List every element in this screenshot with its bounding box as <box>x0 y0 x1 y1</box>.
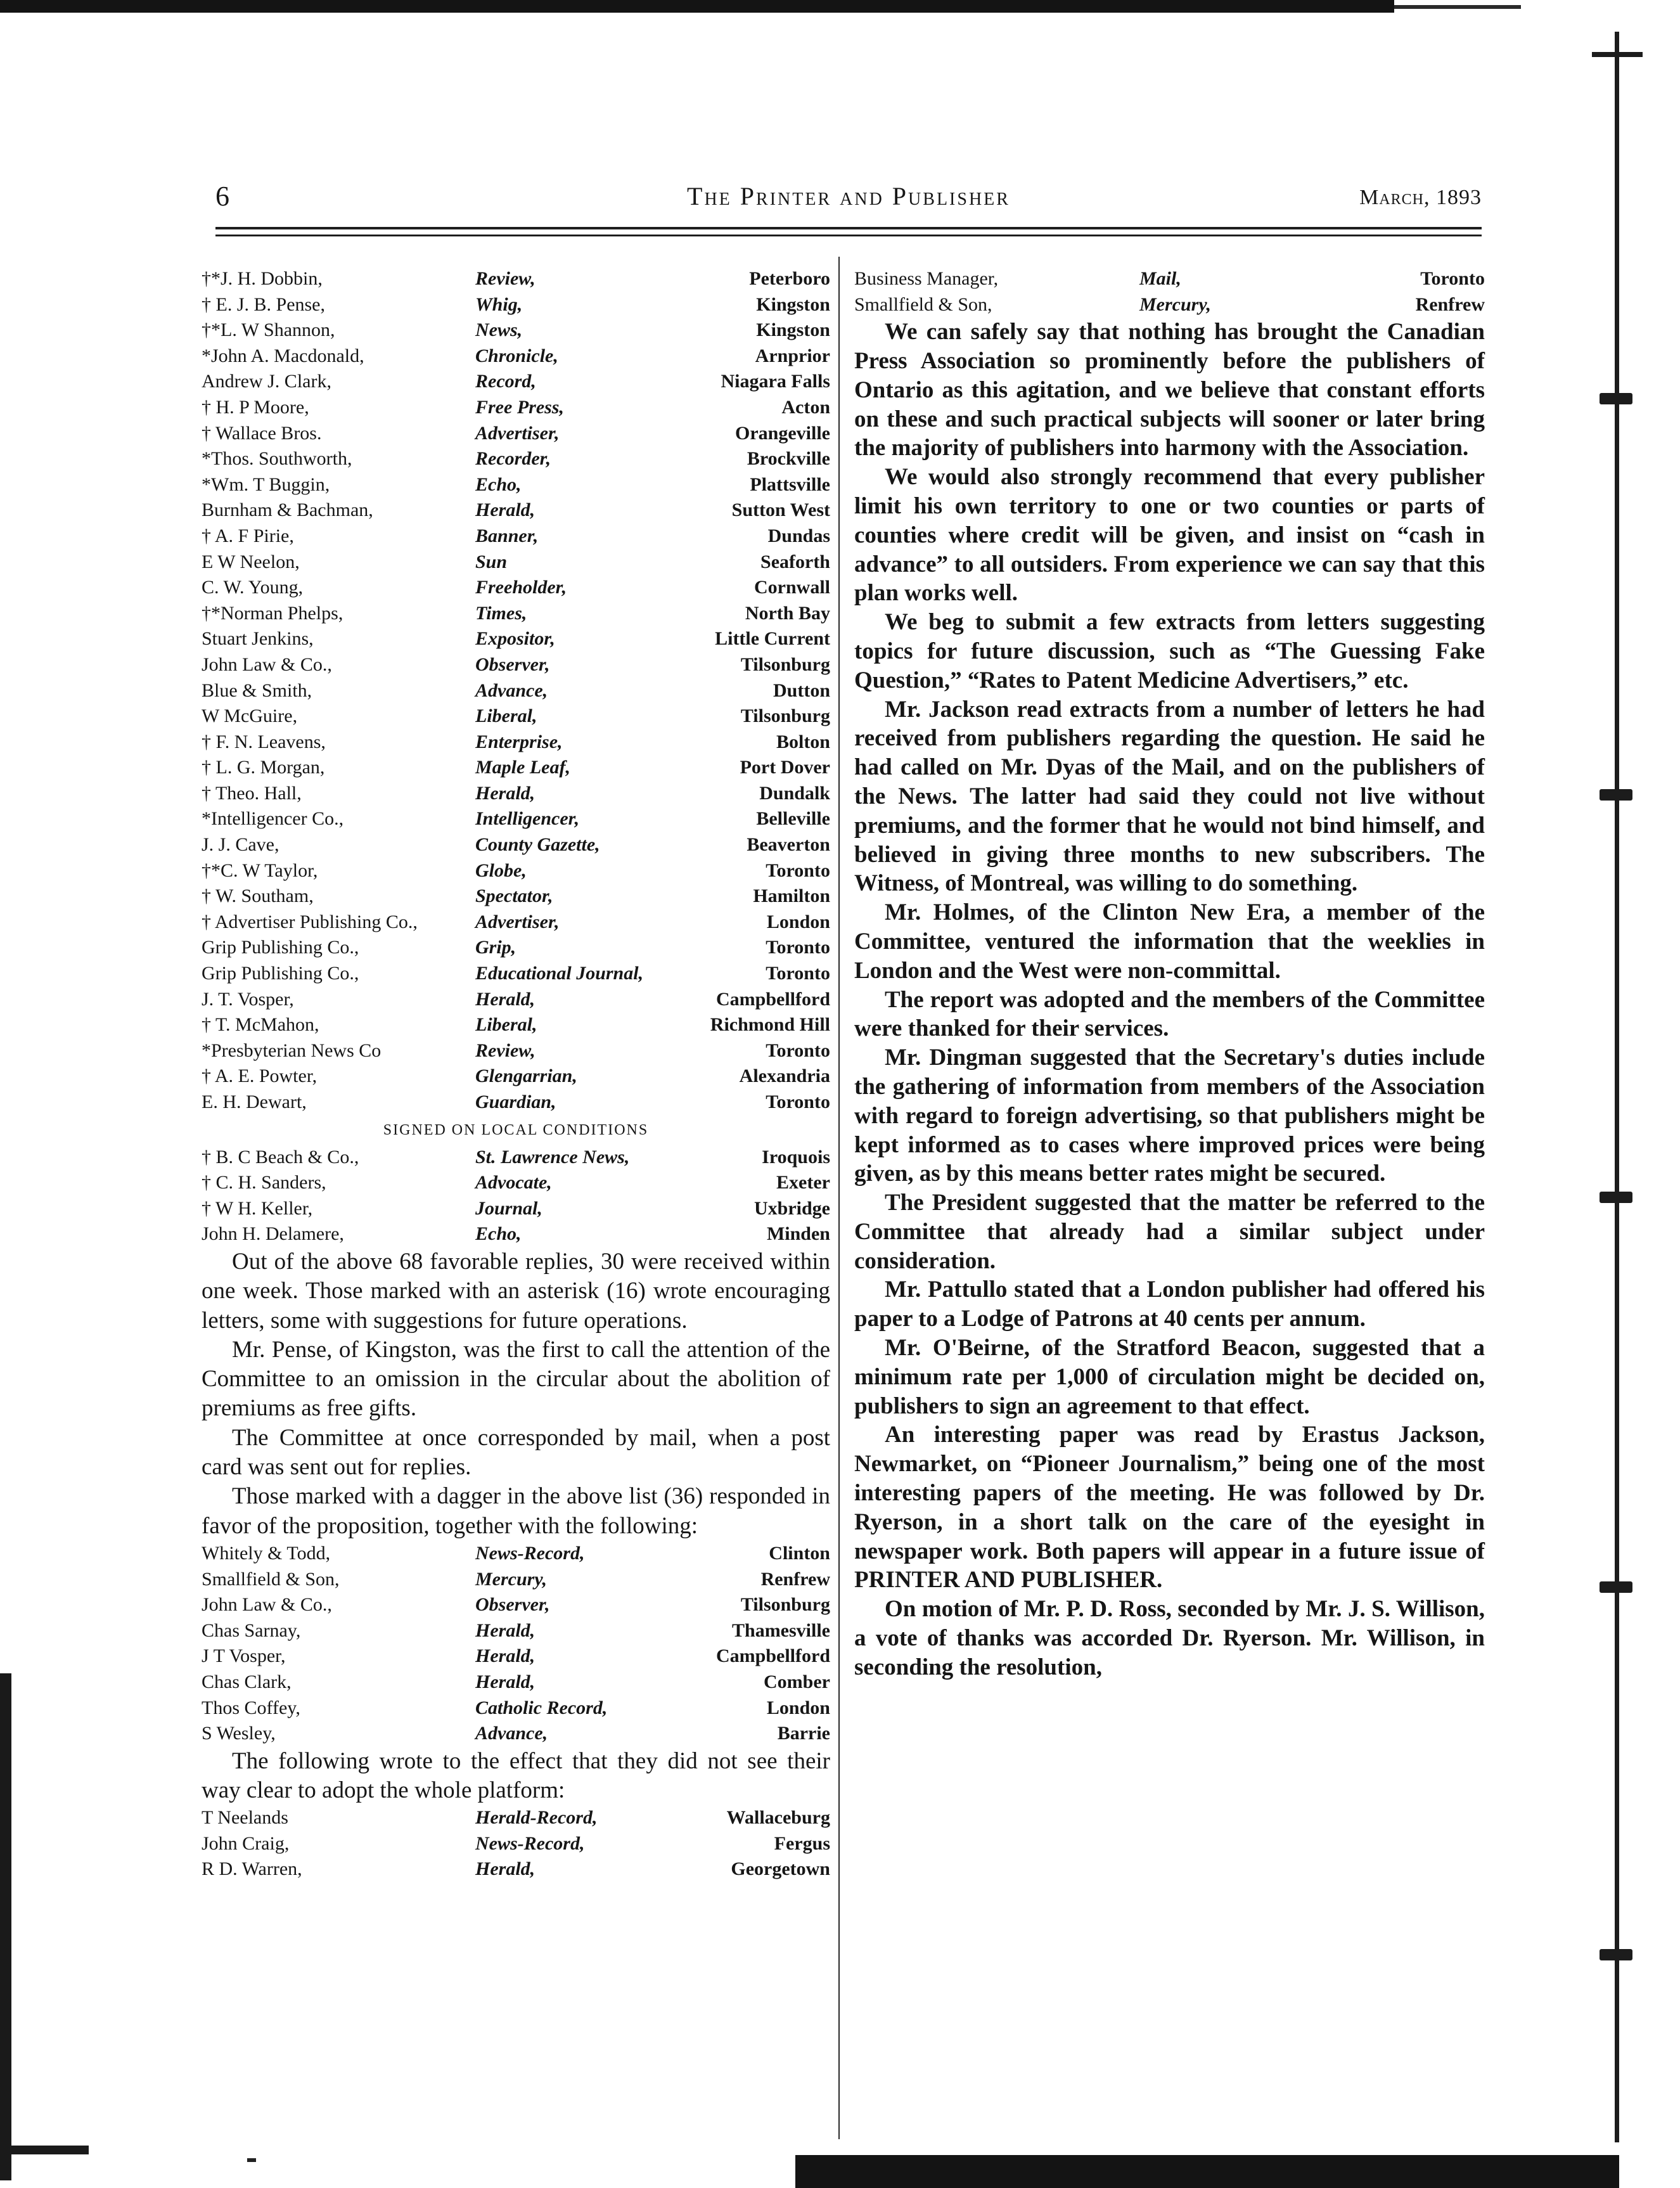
publisher-row <box>854 266 1485 292</box>
publisher-row <box>202 292 830 318</box>
town-name: Iroquois <box>762 1146 830 1168</box>
article-body <box>854 318 1485 1682</box>
publisher-row <box>202 626 830 652</box>
publisher-name: Burnham & Bachman, <box>202 499 373 521</box>
publisher-list-additional <box>202 1541 830 1747</box>
publisher-row <box>202 832 830 858</box>
page-number: 6 <box>215 181 229 212</box>
publisher-name: †*Norman Phelps, <box>202 602 343 624</box>
town-name: Little Current <box>715 628 830 650</box>
paper-name: News, <box>475 319 523 341</box>
paper-name: Advertiser, <box>475 911 560 932</box>
publisher-row <box>202 421 830 447</box>
paper-name: Echo, <box>475 473 522 495</box>
publisher-row <box>202 704 830 730</box>
publisher-name: J. J. Cave, <box>202 834 279 856</box>
publisher-name: *John A. Macdonald, <box>202 345 364 366</box>
paper-name: Advance, <box>475 679 548 701</box>
paragraph: Mr. Pattullo stated that a London publisher had offered his paper to a Lodge of Patrons at 40 cents per annum. <box>854 1277 1485 1332</box>
town-name: Hamilton <box>753 885 830 907</box>
town-name: Beaverton <box>747 834 830 856</box>
publisher-name: Grip Publishing Co., <box>202 937 359 958</box>
publisher-row <box>202 1012 830 1038</box>
town-name: Toronto <box>766 1039 830 1061</box>
town-name: Belleville <box>756 808 830 830</box>
left-column <box>202 266 830 1882</box>
publisher-name: † W H. Keller, <box>202 1197 313 1219</box>
publisher-row <box>202 730 830 756</box>
publisher-name: R D. Warren, <box>202 1858 302 1880</box>
publisher-row <box>202 1567 830 1593</box>
publisher-name: † Theo. Hall, <box>202 782 302 804</box>
publisher-name: C. W. Young, <box>202 577 304 598</box>
publisher-name: † H. P Moore, <box>202 396 309 418</box>
publisher-name: W McGuire, <box>202 705 298 727</box>
paragraph: On motion of Mr. P. D. Ross, seconded by Mr. J. S. Willison, a vote of thanks was accorded Dr. Ryerson. Mr. Willison, in seconding the resolution, <box>854 1596 1485 1680</box>
publisher-row <box>202 395 830 421</box>
header-rule-top <box>215 227 1482 229</box>
publisher-row <box>202 472 830 498</box>
publisher-row <box>202 1696 830 1721</box>
publisher-name: *Thos. Southworth, <box>202 448 352 470</box>
paragraph: Mr. O'Beirne, of the Stratford Beacon, suggested that a minimum rate per 1,000 of circulation might be decided on, publishers to sign an agreement to that effect. <box>854 1335 1485 1419</box>
paper-name: Times, <box>475 602 527 624</box>
paragraph: The Committee at once corresponded by mail, when a post card was sent out for replies. <box>202 1424 830 1481</box>
publisher-name: J. T. Vosper, <box>202 988 294 1010</box>
publisher-row <box>202 1618 830 1644</box>
publisher-row <box>202 1170 830 1196</box>
town-name: Clinton <box>769 1542 830 1564</box>
paper-name: Herald, <box>475 1645 535 1667</box>
paper-name: Herald, <box>475 782 535 804</box>
town-name: Bolton <box>776 731 830 752</box>
publisher-row <box>202 369 830 395</box>
town-name: Peterboro <box>749 268 830 289</box>
paper-name: News-Record, <box>475 1832 585 1854</box>
publisher-row <box>202 781 830 807</box>
paper-name: Mercury, <box>1139 293 1212 315</box>
publisher-name: † T. McMahon, <box>202 1014 319 1036</box>
publisher-row <box>202 1090 830 1116</box>
binding-mark <box>1600 1949 1632 1960</box>
publisher-name: John Craig, <box>202 1832 290 1854</box>
publisher-row <box>202 806 830 832</box>
publisher-row <box>202 1196 830 1222</box>
publisher-name: Grip Publishing Co., <box>202 963 359 984</box>
paper-name: Free Press, <box>475 396 564 418</box>
publisher-row <box>202 1541 830 1567</box>
paper-name: Glengarrian, <box>475 1065 577 1087</box>
publisher-row <box>202 755 830 781</box>
town-name: Comber <box>764 1671 830 1692</box>
publisher-name: *Wm. T Buggin, <box>202 473 330 495</box>
paper-name: Review, <box>475 268 535 289</box>
paper-name: Mail, <box>1139 268 1181 289</box>
scan-bottom-edge <box>795 2155 1619 2188</box>
paragraph: Mr. Holmes, of the Clinton New Era, a member of the Committee, ventured the information that the weeklies in London and the West were non-committal. <box>854 899 1485 984</box>
publisher-name: E W Neelon, <box>202 551 300 572</box>
publisher-list-partial <box>202 1805 830 1882</box>
town-name: Campbellford <box>716 1645 830 1667</box>
paper-name: Echo, <box>475 1223 522 1245</box>
paper-name: Herald, <box>475 1671 535 1692</box>
paper-name: Liberal, <box>475 705 537 727</box>
town-name: Tilsonburg <box>740 653 830 675</box>
paragraph: We beg to submit a few extracts from letters suggesting topics for future discussion, such as “The Guessing Fake Question,” “Rates to Patent Medicine Advertisers,” etc. <box>854 609 1485 693</box>
paragraph: Those marked with a dagger in the above list (36) responded in favor of the proposition, together with the following: <box>202 1483 830 1539</box>
town-name: London <box>766 911 830 932</box>
paper-name: Liberal, <box>475 1014 537 1036</box>
publisher-name: John H. Delamere, <box>202 1223 344 1245</box>
publisher-name: †*J. H. Dobbin, <box>202 268 323 289</box>
scan-top-edge <box>0 0 1394 13</box>
town-name: Georgetown <box>731 1858 830 1880</box>
publisher-name: Chas Sarnay, <box>202 1619 301 1641</box>
town-name: Renfrew <box>1415 293 1485 315</box>
town-name: Uxbridge <box>754 1197 830 1219</box>
publication-title: The Printer and Publisher <box>687 182 1010 210</box>
binding-mark <box>1600 1192 1632 1203</box>
publisher-name: †*C. W Taylor, <box>202 859 318 881</box>
publisher-name: Smallfield & Son, <box>202 1568 340 1590</box>
binding-spine-cap <box>1592 52 1643 57</box>
publisher-row <box>202 1145 830 1171</box>
publisher-name: Stuart Jenkins, <box>202 628 314 650</box>
publisher-name: Andrew J. Clark, <box>202 371 331 392</box>
paragraph: Mr. Pense, of Kingston, was the first to call the attention of the Committee to an omission in the circular about the abolition of premiums as free gifts. <box>202 1336 830 1422</box>
paper-name: Globe, <box>475 859 527 881</box>
publisher-row <box>202 1670 830 1696</box>
town-name: Fergus <box>774 1832 830 1854</box>
publisher-row <box>202 652 830 678</box>
town-name: Tilsonburg <box>740 1594 830 1616</box>
scan-top-edge-tail <box>1394 5 1521 9</box>
town-name: Plattsville <box>750 473 830 495</box>
publisher-row <box>202 1221 830 1247</box>
publisher-name: † Wallace Bros. <box>202 422 322 444</box>
publisher-list-favorable <box>202 266 830 1116</box>
publisher-name: † Advertiser Publishing Co., <box>202 911 418 932</box>
town-name: Toronto <box>766 859 830 881</box>
town-name: Toronto <box>1420 268 1485 289</box>
publisher-row <box>202 550 830 576</box>
paragraph: Mr. Jackson read extracts from a number of letters he had received from publishers regarding the question. He said he had called on Mr. Dyas of the Mail, and on the publishers of the News. The latter had said they could not live without premiums, and the former that he would not bind himself, and believed in giving three months to new subscribers. The Witness, of Montreal, was willing to do something. <box>854 696 1485 897</box>
paper-name: Intelligencer, <box>475 808 580 830</box>
paper-name: Whig, <box>475 293 523 315</box>
town-name: Dutton <box>773 679 830 701</box>
town-name: Toronto <box>766 1091 830 1112</box>
binding-mark <box>1600 393 1632 404</box>
town-name: Richmond Hill <box>710 1014 830 1036</box>
binding-spine <box>1615 32 1619 2142</box>
paper-name: Sun <box>475 551 508 572</box>
paragraph: The report was adopted and the members of the Committee were thanked for their services. <box>854 986 1485 1042</box>
publisher-name: † A. E. Powter, <box>202 1065 317 1087</box>
publisher-name: S Wesley, <box>202 1723 276 1744</box>
paper-name: Record, <box>475 371 536 392</box>
publisher-row <box>202 575 830 601</box>
paper-name: Recorder, <box>475 448 551 470</box>
publisher-row <box>202 498 830 524</box>
publisher-row <box>202 318 830 344</box>
town-name: Seaforth <box>760 551 830 572</box>
publisher-name: J T Vosper, <box>202 1645 286 1667</box>
town-name: Toronto <box>766 937 830 958</box>
publisher-name: † C. H. Sanders, <box>202 1172 326 1194</box>
paper-name: Observer, <box>475 1594 550 1616</box>
paper-name: Journal, <box>475 1197 542 1219</box>
paper-name: Herald, <box>475 1858 535 1880</box>
publisher-row <box>202 987 830 1013</box>
town-name: Acton <box>781 396 830 418</box>
binding-mark <box>1600 1581 1632 1593</box>
publisher-name: † L. G. Morgan, <box>202 757 325 778</box>
publisher-row <box>202 1644 830 1670</box>
paper-name: News-Record, <box>475 1542 585 1564</box>
publisher-name: John Law & Co., <box>202 1594 332 1616</box>
publisher-row <box>202 1721 830 1747</box>
binding-mark <box>1600 789 1632 801</box>
town-name: Tilsonburg <box>740 705 830 727</box>
scan-speck <box>247 2158 256 2162</box>
town-name: London <box>766 1697 830 1718</box>
publisher-row <box>202 524 830 550</box>
town-name: Niagara Falls <box>721 371 830 392</box>
town-name: Dundas <box>767 525 830 546</box>
paper-name: Educational Journal, <box>475 963 644 984</box>
paper-name: Catholic Record, <box>475 1697 608 1718</box>
paragraph: Mr. Dingman suggested that the Secretary's duties include the gathering of information from members of the Association with regard to foreign advertising, so that publishers might be kept informed as to cases where improved prices were being given, as by this means better rates might be secured. <box>854 1045 1485 1187</box>
paper-name: Observer, <box>475 653 550 675</box>
scan-left-edge <box>0 1673 11 2180</box>
paper-name: Advertiser, <box>475 422 560 444</box>
paper-name: Chronicle, <box>475 345 558 366</box>
publisher-row <box>202 446 830 472</box>
town-name: Exeter <box>776 1172 830 1194</box>
town-name: Orangeville <box>735 422 830 444</box>
publisher-row <box>202 266 830 292</box>
paper-name: Freeholder, <box>475 577 567 598</box>
paper-name: County Gazette, <box>475 834 600 856</box>
paper-name: Herald, <box>475 499 535 521</box>
paragraph: An interesting paper was read by Erastus Jackson, Newmarket, on “Pioneer Journalism,” being one of the most interesting papers of the meeting. He was followed by Dr. Ryerson, in a short talk on the care of the eyesight in newspaper work. Both papers will appear in a future issue of PRINTER AND PUBLISHER. <box>854 1422 1485 1593</box>
paper-name: Review, <box>475 1039 535 1061</box>
paper-name: St. Lawrence News, <box>475 1146 630 1168</box>
issue-date: March, 1893 <box>1359 186 1482 209</box>
paper-name: Grip, <box>475 937 516 958</box>
paper-name: Advance, <box>475 1723 548 1744</box>
section-subhead: SIGNED ON LOCAL CONDITIONS <box>383 1121 649 1138</box>
town-name: Thamesville <box>732 1619 830 1641</box>
publisher-list-local-conditions <box>202 1145 830 1247</box>
publisher-row <box>202 1038 830 1064</box>
publisher-name: Blue & Smith, <box>202 679 312 701</box>
column-divider <box>838 257 840 2139</box>
publisher-name: †*L. W Shannon, <box>202 319 335 341</box>
paper-name: Enterprise, <box>475 731 563 752</box>
town-name: Sutton West <box>731 499 830 521</box>
town-name: Kingston <box>756 293 830 315</box>
paper-name: Herald, <box>475 1619 535 1641</box>
paper-name: Banner, <box>475 525 539 546</box>
paper-name: Guardian, <box>475 1091 556 1112</box>
publisher-name: Business Manager, <box>854 268 999 289</box>
town-name: Wallaceburg <box>726 1807 830 1829</box>
publisher-name: † E. J. B. Pense, <box>202 293 325 315</box>
publisher-name: † A. F Pirie, <box>202 525 294 546</box>
publisher-name: Whitely & Todd, <box>202 1542 331 1564</box>
paragraph: The President suggested that the matter be referred to the Committee that already had a similar subject under consideration. <box>854 1190 1485 1274</box>
town-name: Renfrew <box>760 1568 830 1590</box>
paper-name: Spectator, <box>475 885 553 907</box>
paragraph: Out of the above 68 favorable replies, 30 were received within one week. Those marked with an asterisk (16) wrote encouraging letters, some with suggestions for future operations. <box>202 1248 830 1334</box>
paper-name: Maple Leaf, <box>475 757 570 778</box>
publisher-row <box>202 1592 830 1618</box>
publisher-name: † W. Southam, <box>202 885 314 907</box>
town-name: Brockville <box>747 448 830 470</box>
town-name: Toronto <box>766 963 830 984</box>
publisher-name: *Intelligencer Co., <box>202 808 344 830</box>
paper-name: Herald, <box>475 988 535 1010</box>
paper-name: Advocate, <box>475 1172 552 1194</box>
publisher-row <box>202 961 830 987</box>
paragraph: We can safely say that nothing has brought the Canadian Press Association so prominently before the publishers of Ontario as this agitation, and we believe that constant efforts on these and such practical subjects will sooner or later bring the majority of publishers into harmony with the Association. <box>854 319 1485 461</box>
publisher-name: Smallfield & Son, <box>854 293 992 315</box>
publisher-row <box>202 884 830 910</box>
publisher-name: *Presbyterian News Co <box>202 1039 382 1061</box>
publisher-name: T Neelands <box>202 1807 288 1829</box>
publisher-name: † B. C Beach & Co., <box>202 1146 359 1168</box>
publisher-row <box>202 910 830 936</box>
publisher-list-continued <box>854 266 1485 318</box>
scan-left-foot <box>0 2146 89 2154</box>
town-name: Kingston <box>756 319 830 341</box>
publisher-row <box>202 678 830 704</box>
header-rule-bottom <box>215 235 1482 236</box>
town-name: Port Dover <box>740 757 830 778</box>
publisher-row <box>202 601 830 627</box>
right-column <box>854 266 1485 1682</box>
town-name: Dundalk <box>759 782 830 804</box>
publisher-row <box>202 1805 830 1831</box>
paper-name: Expositor, <box>475 628 555 650</box>
town-name: Cornwall <box>754 577 830 598</box>
publisher-row <box>202 935 830 961</box>
town-name: Barrie <box>777 1723 830 1744</box>
publisher-name: Thos Coffey, <box>202 1697 300 1718</box>
town-name: Campbellford <box>716 988 830 1010</box>
publisher-row <box>202 858 830 884</box>
town-name: Arnprior <box>755 345 830 366</box>
publisher-name: † F. N. Leavens, <box>202 731 326 752</box>
paper-name: Mercury, <box>475 1568 548 1590</box>
running-header <box>215 177 1482 222</box>
publisher-row <box>202 1857 830 1882</box>
publisher-row <box>202 1064 830 1090</box>
town-name: Alexandria <box>739 1065 830 1087</box>
town-name: North Bay <box>745 602 830 624</box>
paragraph: We would also strongly recommend that every publisher limit his own territory to one or two counties or parts of counties where credit will be given, and insist on “cash in advance” to all outsiders. From experience we can say that this plan works well. <box>854 464 1485 607</box>
paragraph: The following wrote to the effect that they did not see their way clear to adopt the whole platform: <box>202 1747 830 1803</box>
paper-name: Herald-Record, <box>475 1807 598 1829</box>
town-name: Minden <box>766 1223 830 1245</box>
publisher-name: John Law & Co., <box>202 653 332 675</box>
publisher-row <box>854 292 1485 318</box>
publisher-name: E. H. Dewart, <box>202 1091 307 1112</box>
publisher-row <box>202 344 830 370</box>
publisher-row <box>202 1831 830 1857</box>
publisher-name: Chas Clark, <box>202 1671 292 1692</box>
